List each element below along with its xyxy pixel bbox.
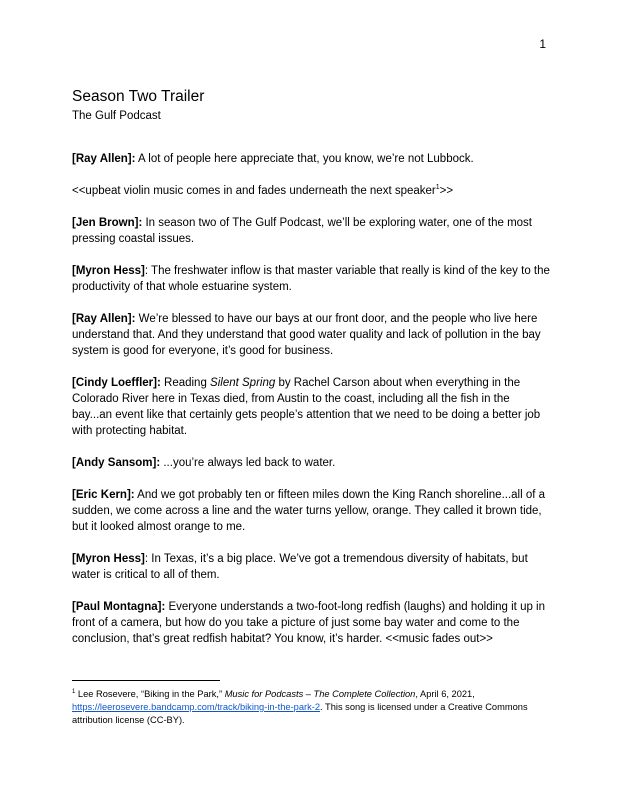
footnote-link[interactable]: https://leerosevere.bandcamp.com/track/biking-in-the-park-2 (72, 702, 321, 712)
transcript-paragraph (72, 151, 550, 167)
transcript-paragraph (72, 487, 550, 535)
transcript-paragraph (72, 551, 550, 583)
speech-text: ...you’re always led back to water. (160, 457, 336, 469)
speech-text: We’re blessed to have our bays at our front door, and the people who live here understand that. And they understand that good water quality and lack of pollution in the bay system is good for everyone, it’s good for business. (72, 313, 541, 357)
footnote-divider (72, 680, 220, 681)
speaker-label: [Jen Brown]: (72, 217, 143, 229)
transcript-body (72, 151, 550, 663)
transcript-paragraph (72, 455, 550, 471)
speech-text: In season two of The Gulf Podcast, we’ll be exploring water, one of the most pressing coastal issues. (72, 217, 533, 245)
speech-text: A lot of people here appreciate that, you know, we’re not Lubbock. (135, 153, 474, 165)
transcript-paragraph (72, 375, 550, 439)
transcript-paragraph (72, 311, 550, 359)
speech-text: Reading (160, 377, 211, 389)
footnote-text: Lee Rosevere, “Biking in the Park,” (75, 689, 225, 699)
music-cue-text: <<upbeat violin music comes in and fades underneath the next speaker (72, 185, 436, 197)
speech-text: by Rachel Carson about when everything in the Colorado River here in Texas died, from Austin to the coast, including all the fish in the bay...an event like that certainly gets people’s attention that we need to be doing a better job with protecting habitat. (72, 377, 541, 437)
book-title: Silent Spring (210, 377, 276, 389)
speaker-label: [Eric Kern]: (72, 489, 135, 501)
music-cue (72, 183, 550, 199)
speech-text: And we got probably ten or fifteen miles down the King Ranch shoreline...all of a sudden, we come across a line and the water turns yellow, orange. They called it brown tide, but it looked almost orange to me. (72, 489, 546, 533)
page-number: 1 (539, 37, 546, 51)
speaker-label: [Andy Sansom]: (72, 457, 161, 469)
footnote (72, 688, 550, 727)
speaker-label: [Cindy Loeffler]: (72, 377, 161, 389)
transcript-paragraph (72, 215, 550, 247)
footnote-number: 1 (72, 688, 76, 695)
document-title: Season Two Trailer (72, 88, 205, 105)
document-subtitle: The Gulf Podcast (72, 110, 161, 122)
footnote-text: , April 6, 2021, (415, 689, 475, 699)
speaker-label: [Myron Hess] (72, 265, 145, 277)
album-title: Music for Podcasts – The Complete Collection (224, 689, 416, 699)
transcript-paragraph (72, 599, 550, 647)
speaker-label: [Paul Montagna]: (72, 601, 166, 613)
footnote-text: . This song is licensed under a Creative Commons attribution license (CC-BY). (72, 702, 528, 725)
speaker-label: [Ray Allen]: (72, 313, 136, 325)
speech-text: : In Texas, it’s a big place. We’ve got a tremendous diversity of habitats, but water is critical to all of them. (72, 553, 528, 581)
speaker-label: [Myron Hess] (72, 553, 145, 565)
speaker-label: [Ray Allen]: (72, 153, 136, 165)
transcript-paragraph (72, 263, 550, 295)
music-cue-end: >> (439, 185, 454, 197)
speech-text: : The freshwater inflow is that master variable that really is kind of the key to the productivity of that whole estuarine system. (72, 265, 550, 293)
footnote-reference[interactable]: 1 (435, 184, 440, 192)
speech-text: Everyone understands a two-foot-long redfish (laughs) and holding it up in front of a camera, but how do you take a picture of just some bay water and come to the conclusion, that’s great redfish habitat? You know, it’s harder. <<music fades out>> (72, 601, 546, 645)
